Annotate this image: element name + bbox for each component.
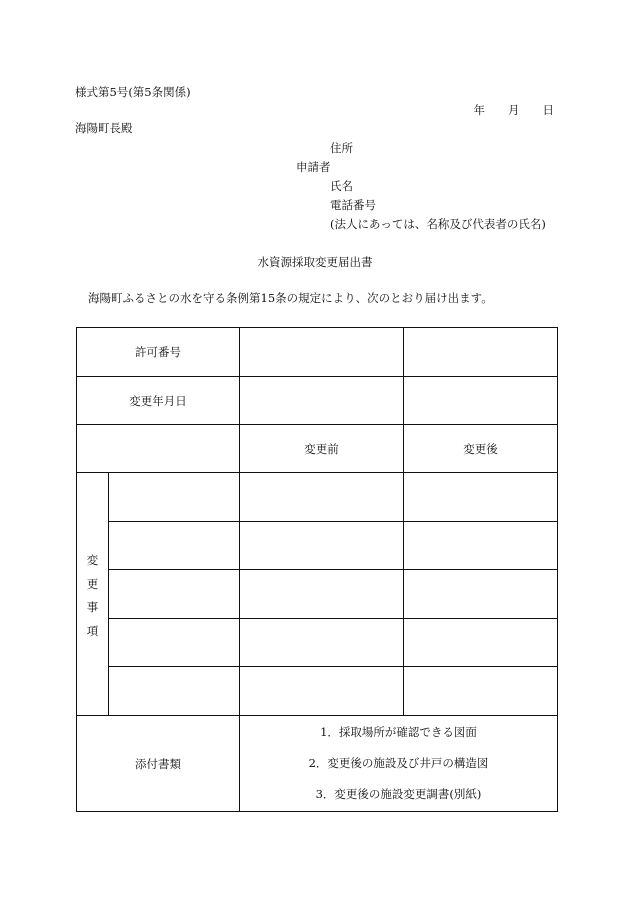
permit-number-label: 許可番号 — [77, 328, 240, 377]
change-items-label-cell — [77, 473, 109, 716]
change-item-after-cell — [404, 570, 558, 619]
change-date-label: 変更年月日 — [77, 377, 240, 425]
change-item-after-cell — [404, 473, 558, 522]
change-item-row — [77, 667, 558, 716]
change-item-row — [77, 473, 558, 522]
change-item-name-cell — [109, 619, 240, 667]
attachments-label: 添付書類 — [77, 716, 240, 812]
change-item-before-cell — [240, 619, 404, 667]
change-item-after-cell — [404, 667, 558, 716]
column-header-blank — [77, 425, 240, 473]
change-item-before-cell — [240, 570, 404, 619]
applicant-role-label: 申請者 — [296, 160, 331, 174]
change-item-name-cell — [109, 522, 240, 570]
attachment-item: 2．変更後の施設及び井戸の構造図 — [308, 756, 489, 770]
document-title: 水資源採取変更届出書 — [257, 255, 373, 269]
change-date-cell-2 — [404, 377, 558, 425]
before-change-header: 変更前 — [240, 425, 404, 473]
change-item-after-cell — [404, 619, 558, 667]
permit-number-cell-2 — [404, 328, 558, 377]
change-item-before-cell — [240, 667, 404, 716]
change-item-name-cell — [109, 473, 240, 522]
permit-number-cell-1 — [240, 328, 404, 377]
change-date-cell-1 — [240, 377, 404, 425]
corporation-note: (法人にあっては、名称及び代表者の氏名) — [330, 217, 546, 231]
attachment-item: 1．採取場所が確認できる図面 — [320, 725, 477, 739]
change-item-row — [77, 570, 558, 619]
after-change-header: 変更後 — [404, 425, 558, 473]
change-item-before-cell — [240, 473, 404, 522]
change-item-name-cell — [109, 570, 240, 619]
form-number: 様式第5号(第5条関係) — [75, 85, 191, 99]
addressee: 海陽町長殿 — [75, 121, 133, 135]
change-item-row — [77, 619, 558, 667]
change-item-before-cell — [240, 522, 404, 570]
date-line: 年 月 日 — [473, 103, 554, 117]
attachments-list — [240, 716, 558, 812]
change-item-name-cell — [109, 667, 240, 716]
change-item-row — [77, 522, 558, 570]
attachments-row — [77, 716, 558, 812]
applicant-address-label: 住所 — [330, 141, 353, 155]
attachment-item: 3．変更後の施設変更調書(別紙) — [315, 787, 482, 801]
change-item-after-cell — [404, 522, 558, 570]
permit-number-row — [77, 328, 558, 377]
column-header-row — [77, 425, 558, 473]
intro-sentence: 海陽町ふるさとの水を守る条例第15条の規定により、次のとおり届け出ます。 — [88, 291, 493, 305]
change-items-label: 変更事項 — [86, 553, 99, 638]
applicant-phone-label: 電話番号 — [330, 198, 376, 212]
change-date-row — [77, 377, 558, 425]
applicant-name-label: 氏名 — [330, 179, 353, 193]
change-notification-table — [76, 327, 558, 812]
